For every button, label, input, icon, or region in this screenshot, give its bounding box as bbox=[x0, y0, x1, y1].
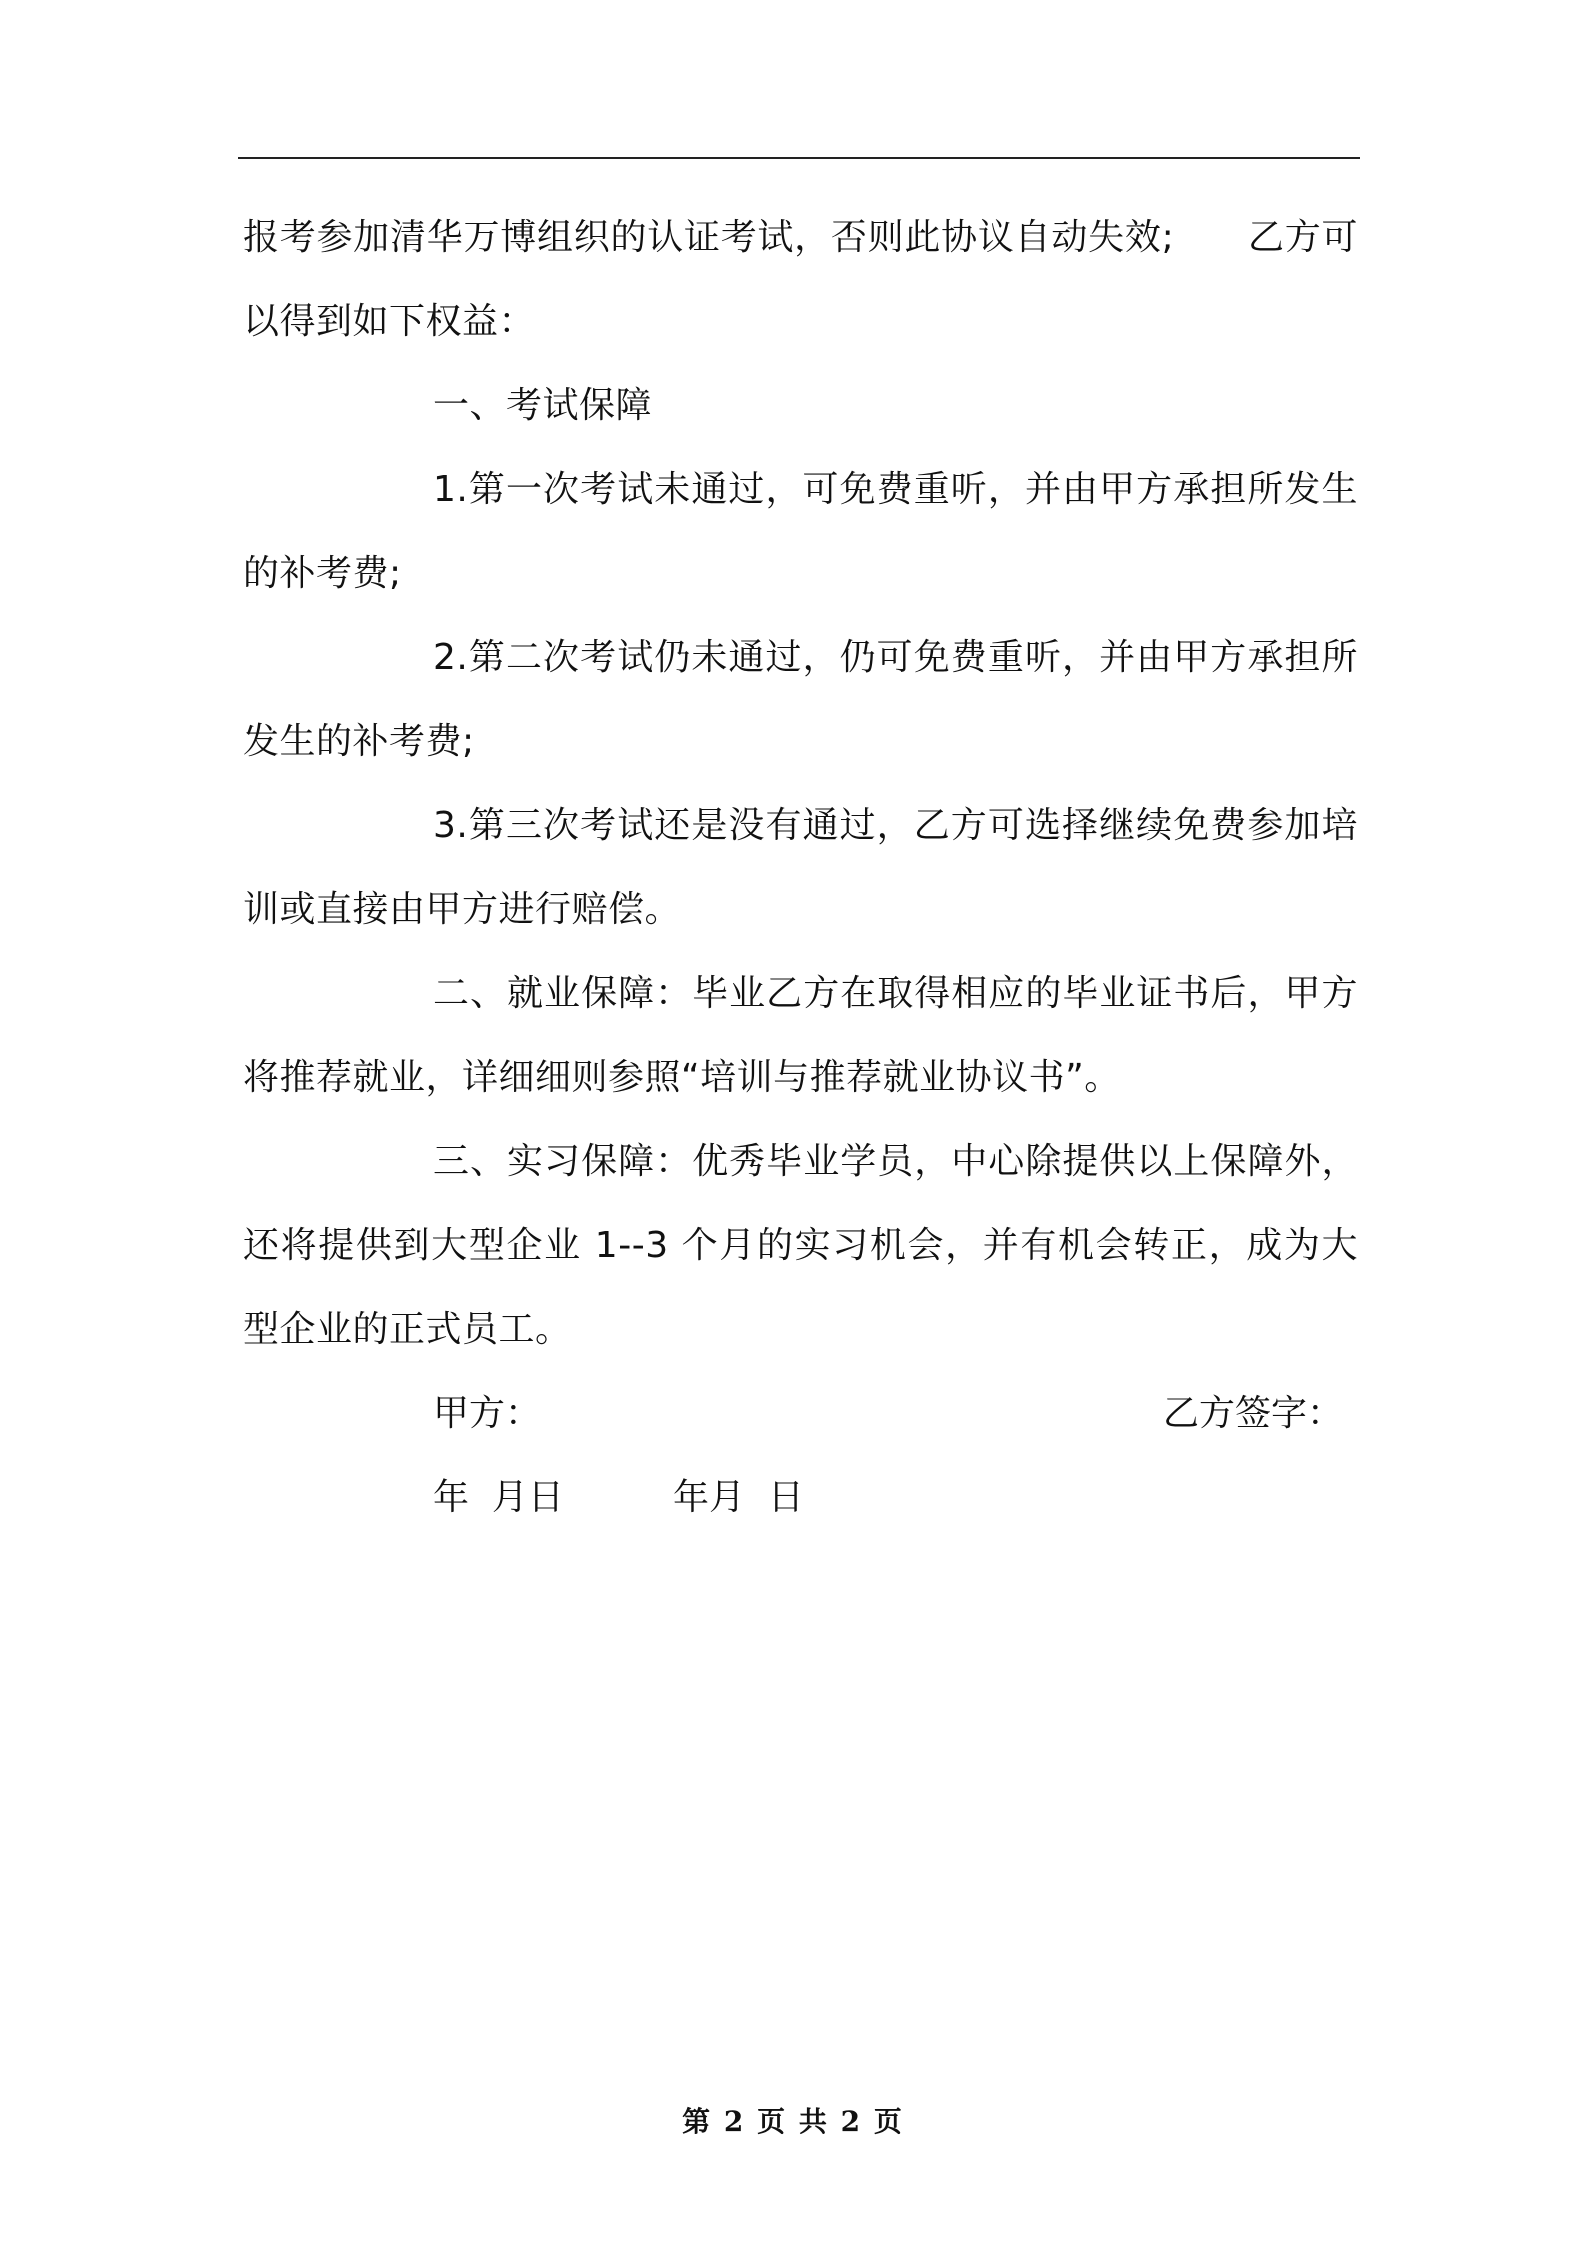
date-party-a: 年 月日 bbox=[433, 1477, 564, 1518]
party-b-signature-label: 乙方签字： bbox=[1163, 1393, 1344, 1434]
paragraph-employment-guarantee: 二、就业保障：毕业乙方在取得相应的毕业证书后，甲方将推荐就业，详细细则参照“培训与推荐就业协议书”。 bbox=[243, 973, 1358, 1098]
paragraph-second-exam: 2.第二次考试仍未通过，仍可免费重听，并由甲方承担所发生的补考费; bbox=[243, 637, 1358, 762]
date-row bbox=[243, 1456, 1358, 1540]
paragraph-third-exam: 3.第三次考试还是没有通过，乙方可选择继续免费参加培训或直接由甲方进行赔偿。 bbox=[243, 805, 1358, 930]
heading-exam-guarantee: 一、考试保障 bbox=[433, 385, 653, 426]
document-body bbox=[243, 196, 1358, 1540]
paragraph-intro: 报考参加清华万博组织的认证考试，否则此协议自动失效; 乙方可以得到如下权益： bbox=[243, 217, 1358, 342]
header-rule bbox=[238, 157, 1360, 159]
paragraph-first-exam: 1.第一次考试未通过，可免费重听，并由甲方承担所发生的补考费; bbox=[243, 469, 1358, 594]
paragraph-internship-guarantee: 三、实习保障：优秀毕业学员，中心除提供以上保障外，还将提供到大型企业 1--3 个月的实习机会，并有机会转正，成为大型企业的正式员工。 bbox=[243, 1141, 1358, 1350]
party-a-label: 甲方： bbox=[433, 1393, 542, 1434]
page-number: 第 2 页 共 2 页 bbox=[682, 2105, 904, 2138]
signature-row bbox=[243, 1372, 1358, 1456]
date-party-b: 年月 日 bbox=[673, 1477, 804, 1518]
